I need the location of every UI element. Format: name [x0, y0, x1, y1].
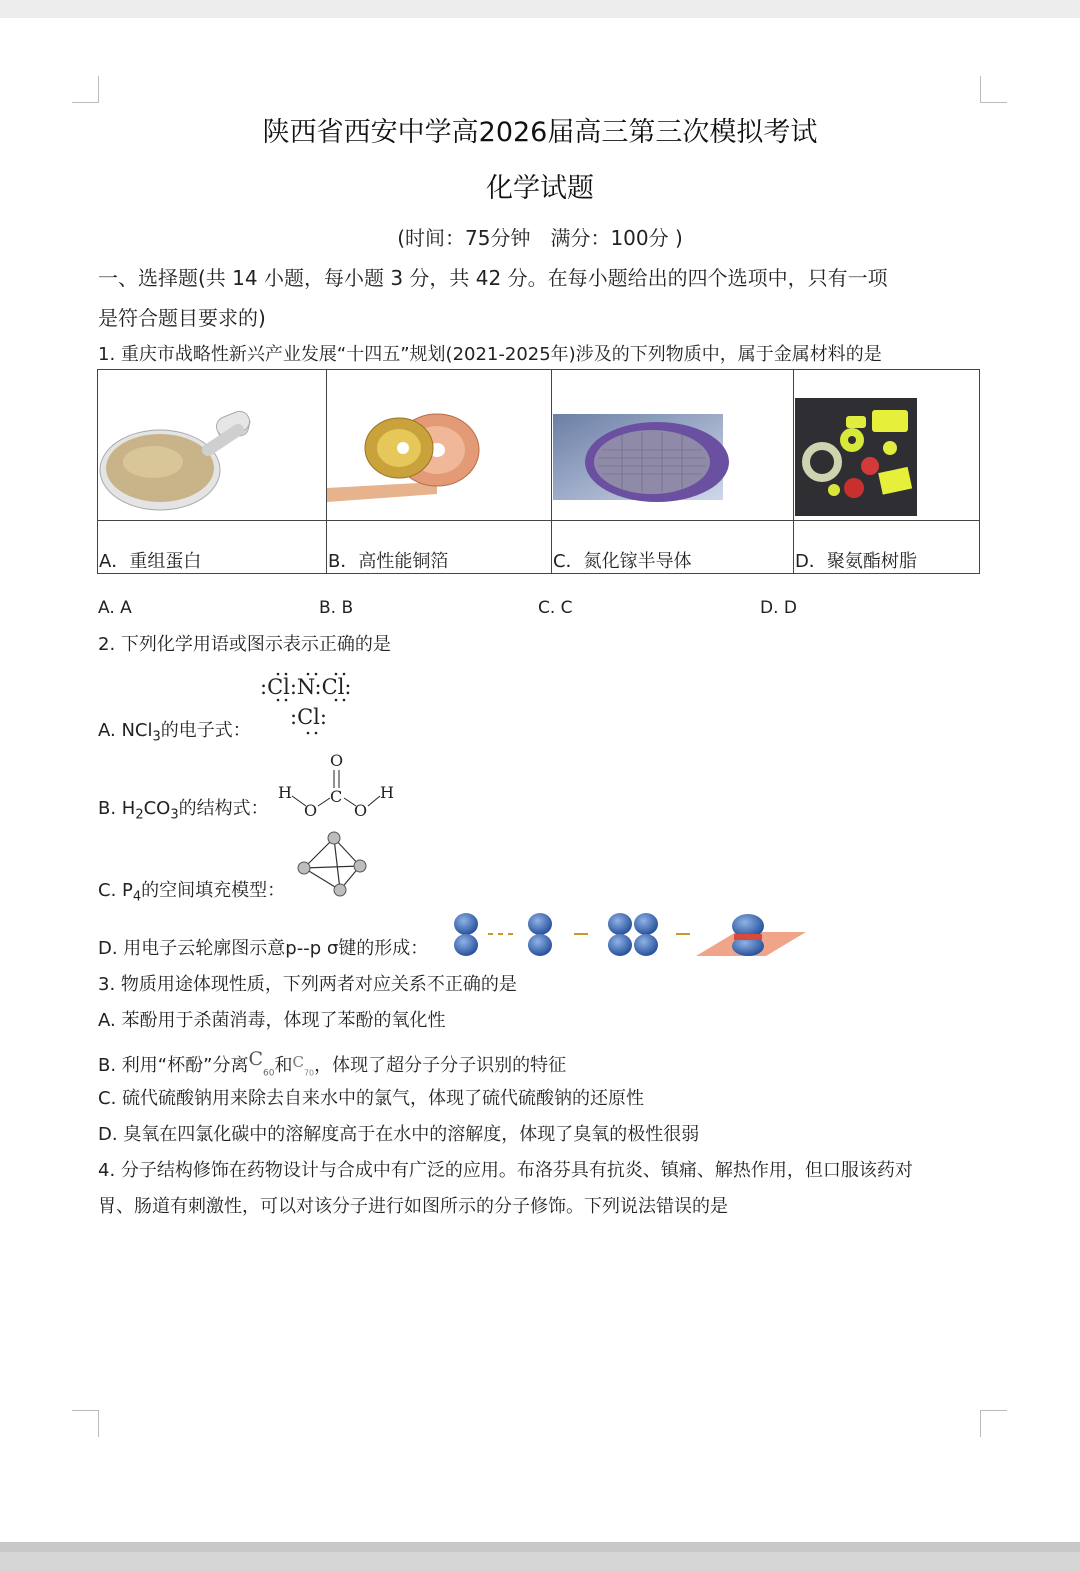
q2-c-post: 的空间填充模型：	[141, 880, 286, 901]
q1-label-b: B．高性能铜箔	[327, 521, 552, 574]
q1-choice-a[interactable]: A. A	[98, 598, 132, 618]
q3-stem: 3. 物质用途体现性质，下列两者对应关系不正确的是	[98, 974, 517, 995]
q3-and: 和	[274, 1055, 293, 1076]
q3-c60: C	[248, 1048, 263, 1070]
q1-option-table	[97, 369, 980, 574]
exam-subtitle: 化学试题	[486, 173, 594, 204]
lewis-top-row: :Cl:N:Cl:	[260, 675, 352, 699]
exam-title: 陕西省西安中学高2026届高三第三次模拟考试	[262, 117, 818, 148]
q1-image-cell-d	[794, 370, 980, 521]
section-heading-line2: 是符合题目要求的)	[98, 306, 266, 330]
q2-option-c[interactable]	[98, 876, 285, 905]
q1-choice-b[interactable]: B. B	[319, 598, 354, 618]
q1-image-cell-c	[552, 370, 794, 521]
page-scroll-area[interactable]	[0, 1542, 1080, 1572]
q1-label-a: A．重组蛋白	[98, 521, 327, 574]
q4-stem-line1: 4. 分子结构修饰在药物设计与合成中有广泛的应用。布洛芬具有抗炎、镇痛、解热作用，但口服该药对	[98, 1160, 913, 1181]
q1-image-cell-a	[98, 370, 327, 521]
q3-option-b[interactable]	[98, 1048, 566, 1079]
q1-stem: 1. 重庆市战略性新兴产业发展“十四五”规划(2021-2025年)涉及的下列物质中，属于金属材料的是	[98, 344, 882, 365]
q1-label-c: C．氮化镓半导体	[552, 521, 794, 574]
struct-o-right: O	[354, 801, 368, 820]
q1-choice-c[interactable]: C. C	[538, 598, 573, 618]
exam-time-info: (时间：75分钟 满分：100分 )	[397, 226, 683, 250]
q2-option-b[interactable]	[98, 794, 269, 823]
q2-a-sub: 3	[152, 729, 161, 745]
lewis-bottom-row: :Cl:	[290, 705, 327, 729]
q3-b-post: ，体现了超分子分子识别的特征	[314, 1055, 567, 1076]
protein-powder-scoop-image	[98, 370, 326, 516]
crop-mark-bottom-left	[72, 1410, 99, 1437]
copper-foil-rolls-image	[327, 370, 551, 516]
p4-model-diagram	[296, 828, 372, 900]
q1-choice-d[interactable]: D. D	[760, 598, 797, 618]
q2-option-a[interactable]	[98, 716, 251, 745]
struct-o-top: O	[330, 751, 344, 770]
q2-b-sub1: 2	[135, 807, 144, 823]
q2-c-text: C. P	[98, 880, 133, 901]
q2-a-text: A. NCl	[98, 720, 153, 741]
sigma-bond-orbital-diagram	[448, 910, 810, 958]
ncl3-lewis-structure	[256, 666, 366, 738]
horizontal-scrollbar[interactable]	[0, 1542, 1080, 1552]
crop-mark-top-left	[72, 76, 99, 103]
gan-wafer-image	[552, 370, 793, 516]
section-heading-line1: 一、选择题(共 14 小题，每小题 3 分，共 42 分。在每小题给出的四个选项中，只有一项	[98, 266, 888, 290]
q4-stem-line2: 胃、肠道有刺激性，可以对该分子进行如图所示的分子修饰。下列说法错误的是	[98, 1196, 728, 1217]
q3-c70: C	[292, 1053, 304, 1071]
q2-b-mid: CO	[143, 798, 171, 819]
q1-label-d: D．聚氨酯树脂	[794, 521, 980, 574]
q2-b-text: B. H	[98, 798, 136, 819]
polyurethane-parts-image	[794, 370, 979, 516]
crop-mark-bottom-right	[980, 1410, 1007, 1437]
q2-c-sub: 4	[132, 889, 142, 905]
struct-c: C	[330, 787, 343, 806]
exam-page	[0, 18, 1080, 1542]
q3-option-d[interactable]: D. 臭氧在四氯化碳中的溶解度高于在水中的溶解度，体现了臭氧的极性很弱	[98, 1124, 700, 1145]
q2-b-sub2: 3	[170, 807, 179, 823]
q3-option-c[interactable]: C. 硫代硫酸钠用来除去自来水中的氯气，体现了硫代硫酸钠的还原性	[98, 1088, 645, 1109]
q3-c60-sub: 60	[263, 1068, 275, 1079]
q2-option-d[interactable]: D. 用电子云轮廓图示意p--p σ键的形成：	[98, 938, 429, 959]
q3-b-text: B. 利用“杯酚”分离	[98, 1055, 249, 1076]
h2co3-structural-formula	[276, 750, 402, 820]
struct-h-right: H	[380, 783, 394, 802]
crop-mark-top-right	[980, 76, 1007, 103]
q3-option-a[interactable]: A. 苯酚用于杀菌消毒，体现了苯酚的氧化性	[98, 1010, 446, 1031]
struct-h-left: H	[278, 783, 292, 802]
q2-a-post: 的电子式：	[160, 720, 251, 741]
struct-o-left: O	[304, 801, 318, 820]
q2-b-post: 的结构式：	[178, 798, 269, 819]
q1-image-cell-b	[327, 370, 552, 521]
q3-c70-sub: 70	[303, 1068, 315, 1078]
q2-stem: 2. 下列化学用语或图示表示正确的是	[98, 634, 391, 655]
